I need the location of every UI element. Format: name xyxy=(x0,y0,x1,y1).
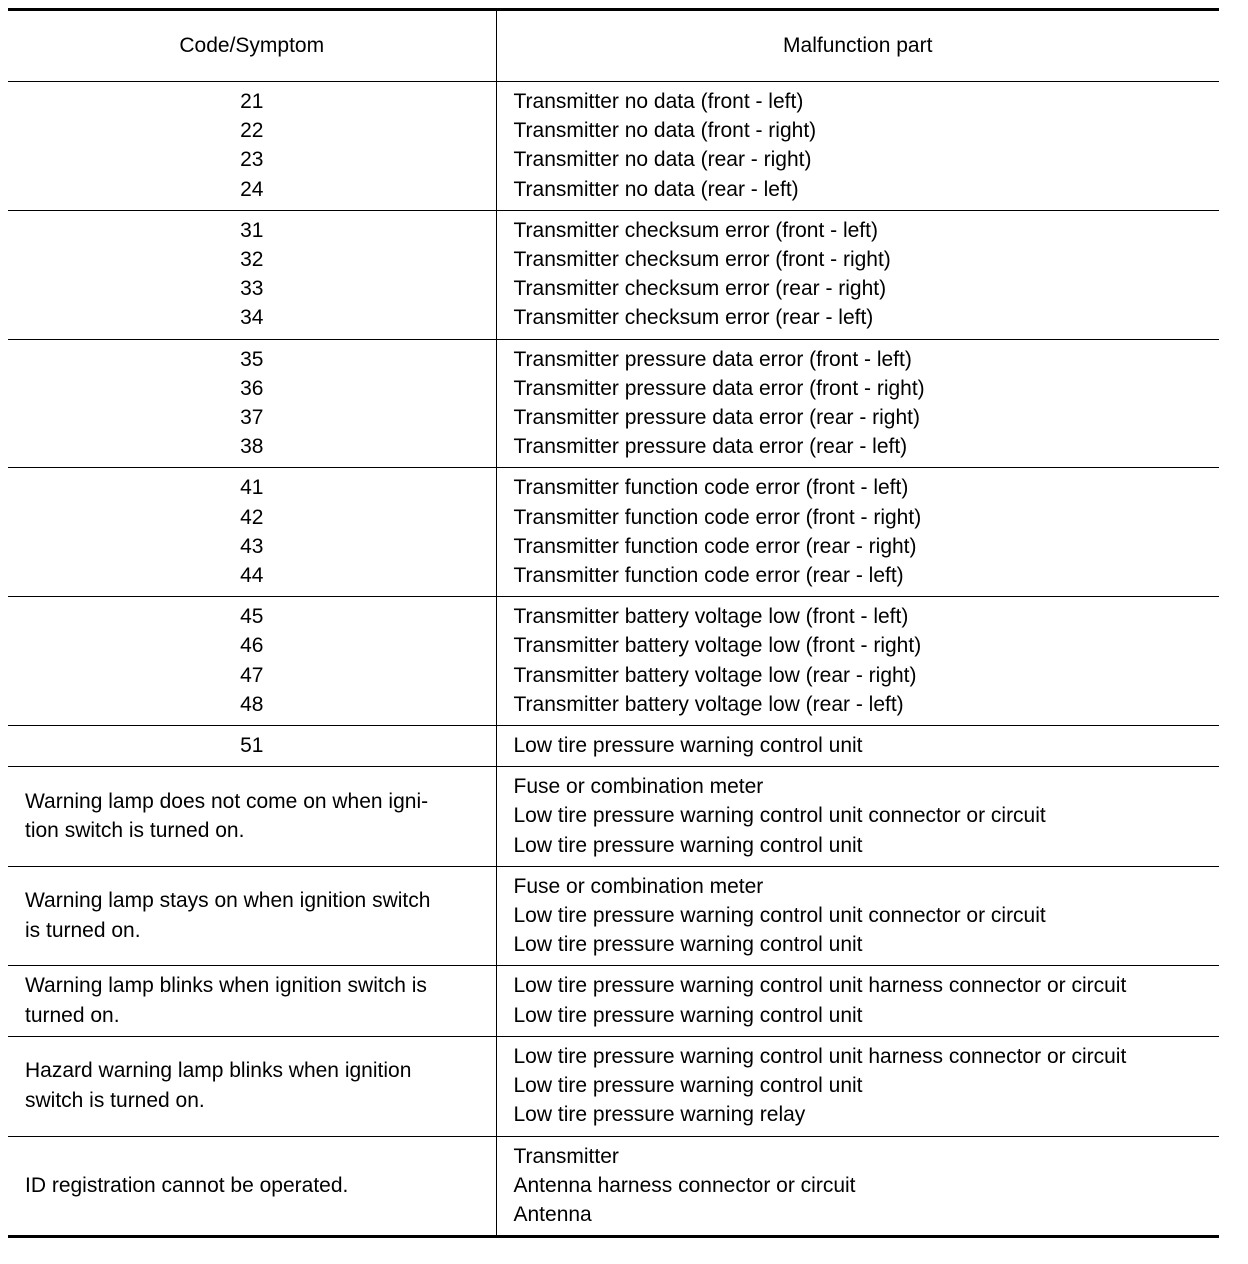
header-malfunction-part: Malfunction part xyxy=(496,11,1219,82)
table-row xyxy=(8,597,1219,726)
symptom-text: turned on. xyxy=(25,1003,120,1027)
code-value: 34 xyxy=(240,306,264,330)
header-code-symptom: Code/Symptom xyxy=(8,11,496,82)
malfunction-cell xyxy=(496,210,1219,339)
malfunction-part-text: Transmitter checksum error (front - right) xyxy=(513,248,891,272)
malfunction-cell xyxy=(496,966,1219,1036)
table-row xyxy=(8,966,1219,1036)
malfunction-part-text: Transmitter checksum error (front - left) xyxy=(513,218,878,242)
malfunction-part-text: Transmitter battery voltage low (front - left) xyxy=(513,605,909,629)
code-value: 43 xyxy=(240,534,264,558)
malfunction-part-text: Transmitter pressure data error (front - right) xyxy=(513,376,925,400)
malfunction-part-text: Transmitter no data (front - left) xyxy=(513,90,804,113)
malfunction-part-text: Antenna harness connector or circuit xyxy=(513,1173,856,1197)
symptom-text: is turned on. xyxy=(25,918,141,942)
malfunction-cell xyxy=(496,1036,1219,1136)
diagnosis-table-container xyxy=(8,8,1219,1238)
malfunction-part-text: Transmitter no data (rear - left) xyxy=(513,177,799,201)
bottom-rule xyxy=(8,1235,1219,1238)
symptom-cell xyxy=(8,1036,496,1136)
symptom-text: ID registration cannot be operated. xyxy=(25,1173,349,1197)
symptom-cell xyxy=(8,966,496,1036)
malfunction-cell xyxy=(496,866,1219,966)
malfunction-cell xyxy=(496,726,1219,767)
malfunction-cell xyxy=(496,82,1219,211)
malfunction-cell xyxy=(496,597,1219,726)
malfunction-cell xyxy=(496,339,1219,468)
table-row xyxy=(8,210,1219,339)
code-value: 36 xyxy=(240,376,264,400)
malfunction-part-text: Low tire pressure warning control unit connector or circuit xyxy=(513,904,1046,928)
malfunction-part-text: Low tire pressure warning control unit xyxy=(513,1003,863,1027)
symptom-text: Warning lamp blinks when ignition switch is xyxy=(25,974,427,998)
code-value: 22 xyxy=(240,119,264,143)
table-row xyxy=(8,468,1219,597)
malfunction-part-text: Transmitter battery voltage low (rear - left) xyxy=(513,692,904,716)
code-value: 51 xyxy=(240,734,264,758)
malfunction-part-text: Low tire pressure warning control unit xyxy=(513,833,863,857)
table-body xyxy=(8,82,1219,1236)
malfunction-part-text: Low tire pressure warning control unit xyxy=(513,933,863,957)
malfunction-part-text: Transmitter function code error (front - left) xyxy=(513,476,909,500)
symptom-cell xyxy=(8,1136,496,1235)
code-cell xyxy=(8,468,496,597)
code-value: 42 xyxy=(240,505,264,529)
malfunction-part-text: Transmitter no data (front - right) xyxy=(513,119,817,143)
malfunction-part-text: Fuse or combination meter xyxy=(513,775,764,799)
code-value: 21 xyxy=(240,90,264,113)
malfunction-cell xyxy=(496,1136,1219,1235)
malfunction-part-text: Fuse or combination meter xyxy=(513,874,764,898)
malfunction-part-text: Transmitter pressure data error (rear - left) xyxy=(513,435,908,459)
code-value: 47 xyxy=(240,663,264,687)
malfunction-part-text: Antenna xyxy=(513,1202,592,1226)
code-value: 44 xyxy=(240,564,264,588)
table-row xyxy=(8,1036,1219,1136)
code-value: 35 xyxy=(240,347,264,371)
symptom-text: Hazard warning lamp blinks when ignition xyxy=(25,1059,412,1083)
malfunction-cell xyxy=(496,468,1219,597)
malfunction-part-text: Transmitter battery voltage low (rear - right) xyxy=(513,663,917,687)
table-row xyxy=(8,82,1219,211)
malfunction-part-text: Low tire pressure warning control unit connector or circuit xyxy=(513,804,1046,828)
header-row xyxy=(8,11,1219,82)
code-value: 24 xyxy=(240,177,264,201)
malfunction-part-text: Transmitter battery voltage low (front - right) xyxy=(513,634,922,658)
malfunction-part-text: Transmitter function code error (rear - right) xyxy=(513,534,917,558)
diagnosis-table xyxy=(8,11,1219,1235)
code-cell xyxy=(8,597,496,726)
malfunction-part-text: Transmitter xyxy=(513,1144,619,1168)
code-cell xyxy=(8,82,496,211)
malfunction-part-text: Transmitter no data (rear - right) xyxy=(513,148,812,172)
symptom-text: switch is turned on. xyxy=(25,1088,205,1112)
malfunction-part-text: Transmitter function code error (front - right) xyxy=(513,505,922,529)
code-value: 46 xyxy=(240,634,264,658)
table-row xyxy=(8,726,1219,767)
symptom-cell xyxy=(8,866,496,966)
symptom-text: tion switch is turned on. xyxy=(25,819,245,843)
symptom-text: Warning lamp does not come on when igni- xyxy=(25,789,429,813)
malfunction-part-text: Low tire pressure warning control unit harness connector or circuit xyxy=(513,1044,1127,1068)
malfunction-part-text: Transmitter checksum error (rear - right) xyxy=(513,277,887,301)
code-value: 33 xyxy=(240,277,264,301)
malfunction-part-text: Low tire pressure warning control unit harness connector or circuit xyxy=(513,974,1127,998)
symptom-text: Warning lamp stays on when ignition switch xyxy=(25,889,431,913)
code-value: 37 xyxy=(240,406,264,430)
code-value: 45 xyxy=(240,605,264,629)
malfunction-part-text: Low tire pressure warning control unit xyxy=(513,1074,863,1098)
code-cell xyxy=(8,339,496,468)
symptom-cell xyxy=(8,767,496,867)
code-value: 38 xyxy=(240,435,264,459)
malfunction-cell xyxy=(496,767,1219,867)
malfunction-part-text: Transmitter pressure data error (front - left) xyxy=(513,347,912,371)
table-row xyxy=(8,866,1219,966)
table-row xyxy=(8,1136,1219,1235)
code-cell xyxy=(8,210,496,339)
malfunction-part-text: Transmitter pressure data error (rear - right) xyxy=(513,406,920,430)
code-value: 32 xyxy=(240,248,264,272)
code-cell xyxy=(8,726,496,767)
table-row xyxy=(8,339,1219,468)
code-value: 31 xyxy=(240,218,264,242)
malfunction-part-text: Transmitter function code error (rear - left) xyxy=(513,564,904,588)
code-value: 23 xyxy=(240,148,264,172)
malfunction-part-text: Low tire pressure warning control unit xyxy=(513,734,863,758)
table-row xyxy=(8,767,1219,867)
code-value: 48 xyxy=(240,692,264,716)
code-value: 41 xyxy=(240,476,264,500)
malfunction-part-text: Transmitter checksum error (rear - left) xyxy=(513,306,874,330)
malfunction-part-text: Low tire pressure warning relay xyxy=(513,1103,806,1127)
